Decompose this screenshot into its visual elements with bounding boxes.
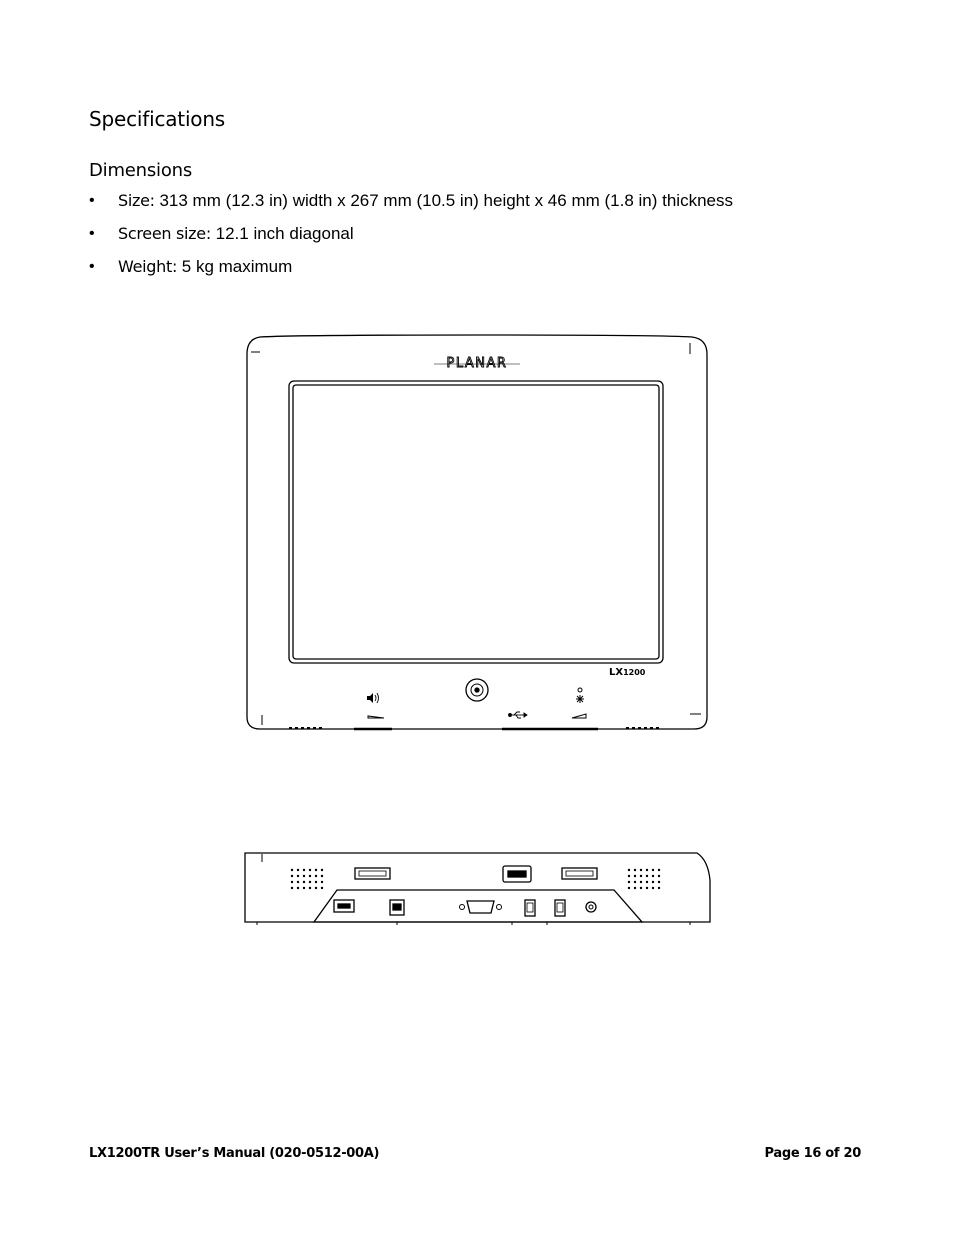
bullet-icon: • (89, 192, 95, 209)
bullet-icon: • (89, 225, 95, 242)
rear-slot-right (562, 868, 597, 879)
screen-panel (293, 385, 659, 659)
spec-value: 313 mm (12.3 in) width x 267 mm (10.5 in) height x 46 mm (1.8 in) thickness (154, 191, 733, 210)
screen-outer-frame (289, 381, 663, 663)
rear-slot-left (355, 868, 390, 879)
spec-label: Screen size: (118, 224, 211, 243)
volume-icon (367, 693, 379, 703)
monitor-rear-illustration (242, 850, 712, 932)
brightness-icon (576, 688, 584, 703)
spec-item-size (89, 190, 733, 223)
spec-value: 5 kg maximum (177, 257, 293, 276)
spec-item-weight (89, 256, 733, 289)
spec-label: Size: (118, 191, 155, 210)
rj-port-1 (525, 900, 535, 916)
brand-logo: PLANAR (446, 356, 508, 371)
rear-vent-right (628, 869, 660, 889)
rj-port-2 (555, 900, 565, 916)
vga-port (467, 901, 494, 913)
dc-power-jack (586, 902, 596, 912)
model-badge: LX1200 (609, 667, 646, 678)
spec-item-screen-size (89, 223, 733, 256)
rear-vent-left (291, 869, 323, 889)
monitor-front-illustration (244, 332, 710, 734)
spec-value: 12.1 inch diagonal (210, 224, 354, 243)
footer-page-number: Page 16 of 20 (764, 1146, 861, 1161)
page-title: Specifications (89, 107, 226, 131)
spec-list (89, 190, 733, 289)
section-heading: Dimensions (89, 160, 193, 181)
usb-icon (509, 712, 528, 718)
spec-label: Weight: (118, 257, 178, 276)
bullet-icon: • (89, 258, 95, 275)
footer-manual-title: LX1200TR User’s Manual (020-0512-00A) (89, 1146, 380, 1161)
